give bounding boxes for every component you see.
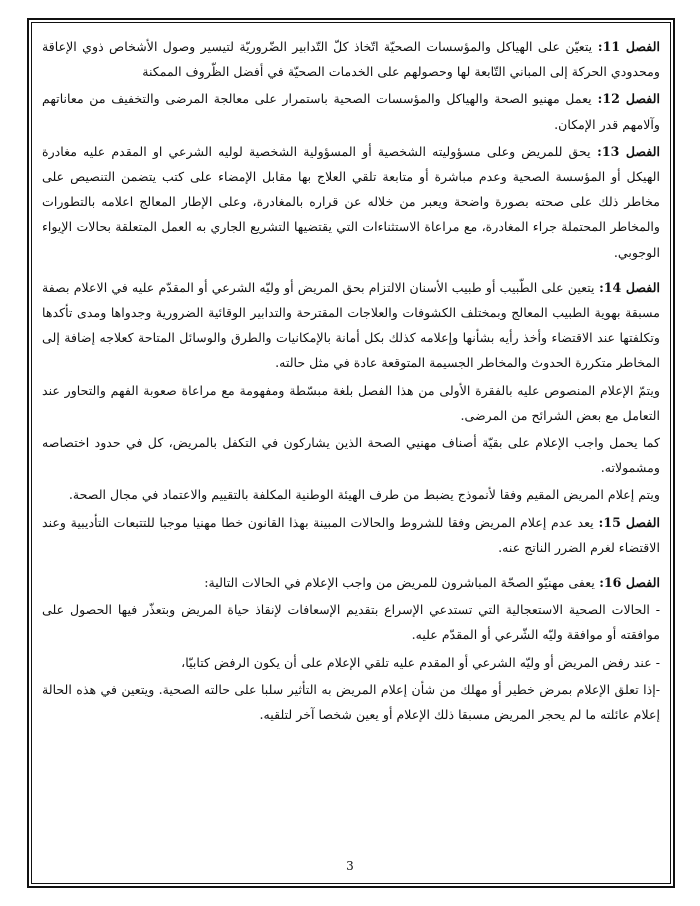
article-heading: الفصل 13 — [601, 143, 660, 159]
paragraph-text: يحق للمريض وعلى مسؤوليته الشخصية أو المسؤولية الشخصية لوليه الشرعي او المقدم عليه مغادرة الهيكل أو المؤسسة الصحية وعدم مباشرة أو متابعة تلقي العلاج بها مقابل الإمضاء على كتب يتضمن التنصيص على مخاطر ذلك على صحته بصورة واضحة ويعبر من خلاله عن قراره بالمغادرة، وعلى الإطار المعالج اعلامه بالتطورات والمخاطر المحتملة جراء المغادرة، مع مراعاة الاستثناءات التي يقتضيها التشريع الجاري به العمل المتعلقة بحالات الإيواء الوجوبي. — [42, 143, 660, 260]
paragraph-text: - عند رفض المريض أو وليّه الشرعي أو المقدم عليه تلقي الإعلام على أن يكون الرفض كتابيّا، — [181, 654, 660, 670]
article-heading: الفصل 12 — [602, 91, 660, 107]
paragraph-article-15: الفصل 15: يعد عدم إعلام المريض وفقا للشروط والحالات المبينة بهذا القانون خطا مهنيا موجبا للتتبعات التأديبية وعند الاقتضاء لغرم الضرر الناتج عنه. — [42, 514, 660, 555]
paragraph-text: كما يحمل واجب الإعلام على بقيّة أصناف مهنيي الصحة الذين يشاركون في التكفل بالمريض، كل في حدود اختصاصه ومشمولاته. — [42, 435, 660, 476]
document-body — [42, 34, 660, 854]
article-heading: الفصل 15 — [603, 514, 660, 530]
page-number: 3 — [346, 859, 354, 873]
paragraph-text: ويتم إعلام المريض المقيم وفقا لأنموذج يضبط من طرف الهيئة الوطنية المكلفة بالتقييم والاعتماد في مجال الصحة. — [68, 487, 660, 503]
list-item-refusal — [42, 650, 660, 675]
paragraph-text: -إذا تعلق الإعلام بمرض خطير أو مهلك من شأن إعلام المريض به التأثير سلبا على حالته الصحية. ويتعين في هذه الحالة إعلام عائلته ما لم يحجر المريض مسبقا ذلك الإعلام أو يعين شخصا آخر لتلقيه. — [42, 681, 660, 723]
list-item-serious-illness — [42, 677, 660, 727]
paragraph-text: - الحالات الصحية الاستعجالية التي تستدعي الإسراع بتقديم الإسعافات لإنقاذ حياة المريض وبتعذّر فيها الحصول على موافقته أو موافقة وليّه الشّرعي أو المقدّم عليه. — [42, 602, 660, 643]
paragraph-article-16: الفصل 16: يعفى مهنيّو الصحّة المباشرون للمريض من واجب الإعلام في الحالات التالية: — [204, 575, 660, 591]
paragraph-article-14: الفصل 14: يتعين على الطّبيب أو طبيب الأسنان الالتزام بحق المريض أو وليّه الشرعي أو المقدّم عليه في الاعلام بصفة مسبقة بهوية الطبيب المعالج وبمختلف الكشوفات والعلاجات المقترحة والتدابير الوقائية الضرورية وجدواها ومدى تأكدها وتكلفتها عند الاقتضاء وأخذ رأيه بشأنها وإعلامه كذلك بكل أمانة بالإمكانيات والطرق والوسائل المتاحة كعلاجه إضافة إلى المخاطر متكررة الحدوث والمخاطر الجسيمة المتوقعة عادة في مثل حالته. — [42, 279, 660, 371]
paragraph-text: يتعيّن على الهياكل والمؤسسات الصحيّة اتّخاذ كلّ التّدابير الضّروريّة لتيسير وصول الأشخاص ذوي الإعاقة ومحدودي الحركة إلى المباني التّابعة لها وحصولهم على الخدمات الصحيّة في أفضل الظّروف الممكنة — [42, 39, 660, 80]
paragraph-article-14-clause-4 — [42, 482, 660, 507]
paragraph-text: يتعين على الطّبيب أو طبيب الأسنان الالتزام بحق المريض أو وليّه الشرعي أو المقدّم عليه في الاعلام بصفة مسبقة بهوية الطبيب المعالج وبمختلف الكشوفات والعلاجات المقترحة والتدابير الوقائية الضرورية وجدواها ومدى تأكدها وتكلفتها عند الاقتضاء وأخذ رأيه بشأنها وإعلامه كذلك بكل أمانة بالإمكانيات والطرق والوسائل المتاحة كعلاجه إضافة إلى المخاطر متكررة الحدوث والمخاطر الجسيمة المتوقعة عادة في مثل حالته. — [42, 279, 660, 371]
article-heading: الفصل 11 — [602, 39, 660, 54]
paragraph-article-14-clause-3 — [42, 430, 660, 480]
paragraph-text: يعفى مهنيّو الصحّة المباشرون للمريض من واجب الإعلام في الحالات التالية: — [204, 575, 595, 591]
paragraph-article-14-clause-2 — [42, 378, 660, 428]
paragraph-article-11: الفصل 11: يتعيّن على الهياكل والمؤسسات الصحيّة اتّخاذ كلّ التّدابير الضّروريّة لتيسير وصول الأشخاص ذوي الإعاقة ومحدودي الحركة إلى المباني التّابعة لها وحصولهم على الخدمات الصحيّة في أفضل الظّروف الممكنة — [42, 39, 660, 80]
article-heading: الفصل 14 — [603, 279, 660, 295]
paragraph-article-13: الفصل 13: يحق للمريض وعلى مسؤوليته الشخصية أو المسؤولية الشخصية لوليه الشرعي او المقدم عليه مغادرة الهيكل أو المؤسسة الصحية وعدم مباشرة أو متابعة تلقي العلاج بها مقابل الإمضاء على كتب يتضمن التنصيص على مخاطر ذلك على صحته بصورة واضحة ويعبر من خلاله عن قراره بالمغادرة، وعلى الإطار المعالج اعلامه بالتطورات والمخاطر المحتملة جراء المغادرة، مع مراعاة الاستثناءات التي يقتضيها التشريع الجاري به العمل المتعلقة بحالات الإيواء الوجوبي. — [42, 143, 660, 260]
paragraph-text: يعمل مهنيو الصحة والهياكل والمؤسسات الصحية باستمرار على معالجة المرضى والتخفيف من معاناتهم وآلامهم قدر الإمكان. — [42, 91, 660, 132]
paragraph-text: ويتمّ الإعلام المنصوص عليه بالفقرة الأولى من هذا الفصل بلغة مبسّطة ومفهومة مع مراعاة صعوبة الفهم والتحاور عند التعامل مع بعض الشرائح من المرضى. — [42, 382, 660, 423]
article-heading: الفصل 16 — [603, 575, 660, 591]
paragraph-text: يعد عدم إعلام المريض وفقا للشروط والحالات المبينة بهذا القانون خطا مهنيا موجبا للتتبعات التأديبية وعند الاقتضاء لغرم الضرر الناتج عنه. — [42, 514, 660, 555]
list-item-emergency — [42, 597, 660, 647]
paragraph-article-12: الفصل 12: يعمل مهنيو الصحة والهياكل والمؤسسات الصحية باستمرار على معالجة المرضى والتخفيف من معاناتهم وآلامهم قدر الإمكان. — [42, 91, 660, 132]
